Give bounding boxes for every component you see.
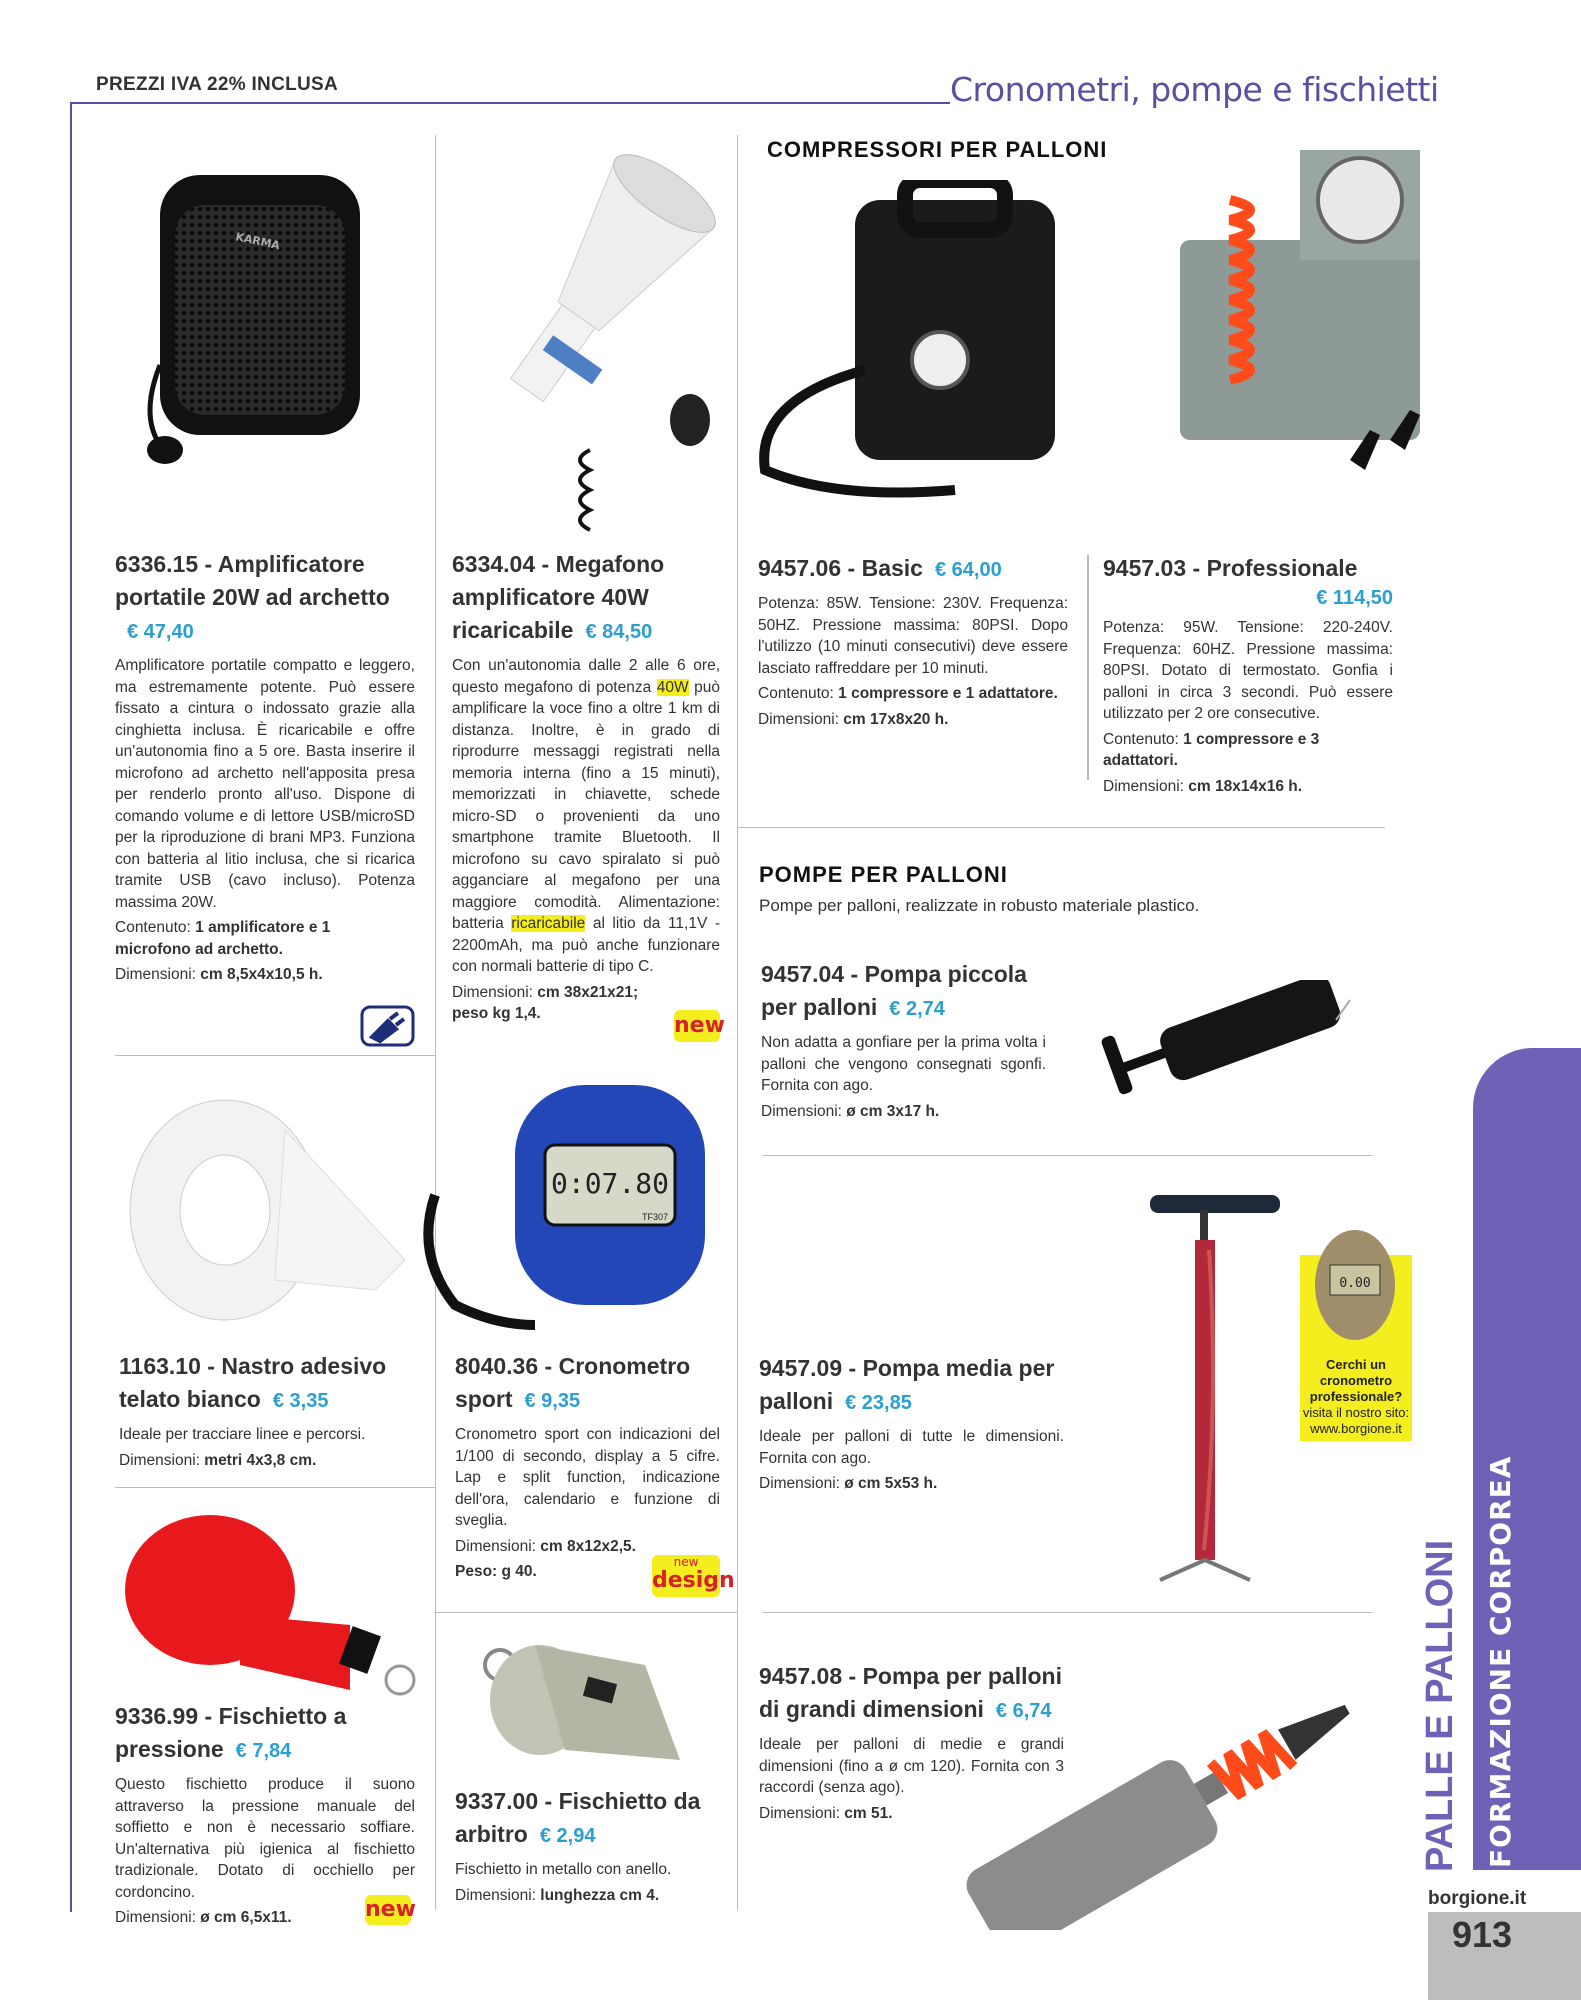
- new-design-badge-bottom: design: [652, 1568, 735, 1593]
- product-title: 6334.04 - Megafono amplificatore 40W ricaricabile € 84,50: [452, 548, 720, 649]
- spec-label: Contenuto:: [115, 919, 196, 936]
- spec-label: Dimensioni:: [115, 1909, 201, 1926]
- product-description: [759, 1734, 1064, 1799]
- stopwatch-model: TF307: [641, 1212, 669, 1222]
- product-title: 9457.08 - Pompa per palloni di grandi dimensioni € 6,74: [759, 1660, 1064, 1728]
- product-description: [452, 655, 720, 978]
- product-spec: [115, 917, 415, 960]
- product-price: € 6,74: [995, 1700, 1052, 1722]
- spec-value: 1 amplificatore e 1 microfono ad archetto.: [115, 919, 331, 958]
- product-code: 9457.03: [1103, 555, 1187, 581]
- description-text: Cronometro sport con indicazioni del 1/100 di secondo, display a 5 cifre. Lap e split function, indicazione dell'ora, calendario e funzione di sveglia.: [455, 1426, 720, 1529]
- row-divider: [435, 1612, 737, 1613]
- spec-value: ø cm 6,5x11.: [200, 1909, 292, 1926]
- product-price: € 2,94: [539, 1825, 596, 1847]
- product-description: [115, 655, 415, 913]
- product-code: 1163.10: [119, 1353, 201, 1379]
- stopwatch-callout-image: [1300, 1225, 1412, 1355]
- product-name: Pompa media per palloni: [759, 1355, 1055, 1414]
- column-divider: [1087, 555, 1089, 780]
- product-title: 1163.10 - Nastro adesivo telato bianco € 3,35: [119, 1350, 415, 1418]
- description-text: Potenza: 85W. Tensione: 230V. Frequenza: 50HZ. Pressione massima: 80PSI. Dopo l'utilizzo (10 minuti consecutivi) deve essere lasciato raffreddare per 10 minuti.: [758, 595, 1068, 677]
- product-spec: [759, 1803, 1064, 1825]
- product-price: € 3,35: [272, 1390, 329, 1412]
- description-text: può amplificare la voce fino a oltre 1 km di distanza. Inoltre, è in grado di riprodurre messaggi registrati nella memoria interna (fino a 15 minuti), memorizzati in chiavette, schede micro-SD o provenienti da uno smartphone tramite Bluetooth. Il microfono su cavo spiralato si può agganciare al megafono per una maggiore comodità. Alimentazione: batteria: [452, 678, 720, 932]
- small-pump-image: [1100, 980, 1360, 1110]
- description-text: al litio da 11,1V - 2200mAh, ma può anche funzionare con normali batterie di tipo C.: [452, 915, 720, 975]
- site-name: borgione.it: [1428, 1888, 1527, 1909]
- product-code: 6336.15: [115, 551, 199, 577]
- spec-value: cm 51.: [844, 1804, 893, 1822]
- product-price: € 9,35: [524, 1390, 581, 1412]
- spec-value: cm 18x14x16 h.: [1188, 777, 1303, 795]
- spec-label: Contenuto:: [1103, 730, 1184, 748]
- highlighted-text: ricaricabile: [511, 915, 586, 932]
- product-price: € 7,84: [235, 1740, 292, 1762]
- product-price: € 47,40: [127, 621, 194, 643]
- product-price: € 84,50: [585, 621, 653, 643]
- row-divider: [737, 827, 1385, 828]
- product-spec: [758, 683, 1068, 705]
- product-spec: [455, 1561, 720, 1583]
- callout-display: 0.00: [1339, 1276, 1371, 1291]
- product-price: € 64,00: [934, 559, 1002, 581]
- spec-value: lunghezza cm 4.: [540, 1886, 660, 1904]
- product-name: Pompa piccola per palloni: [761, 961, 1027, 1020]
- product-title: 9457.03 - Professionale € 114,50: [1103, 555, 1393, 609]
- product-title: 9337.00 - Fischietto da arbitro € 2,94: [455, 1785, 720, 1853]
- spec-value: Peso: g 40.: [455, 1563, 537, 1580]
- product-9457.08: [759, 1660, 1064, 1824]
- pressure-whistle-image: [120, 1505, 420, 1700]
- product-6334.04: [452, 548, 720, 1025]
- product-9337.00: [455, 1785, 720, 1906]
- product-9457.03: [1103, 552, 1393, 797]
- product-title: 9457.06 - Basic € 64,00: [758, 552, 1068, 587]
- product-name: Fischietto a pressione: [115, 1703, 347, 1762]
- page-title: Cronometri, pompe e fischietti: [950, 70, 1439, 109]
- product-1163.10: [119, 1350, 415, 1471]
- product-8040.36: [455, 1350, 720, 1583]
- spec-label: Dimensioni:: [1103, 777, 1189, 795]
- stopwatch-display: 0:07.80: [550, 1167, 670, 1200]
- product-spec: [455, 1536, 720, 1558]
- vat-notice: PREZZI IVA 22% INCLUSA: [96, 74, 339, 95]
- product-code: 9457.09: [759, 1355, 843, 1381]
- speaker-image: [140, 165, 400, 475]
- description-text: Ideale per tracciare linee e percorsi.: [119, 1426, 366, 1443]
- spec-label: Dimensioni:: [455, 1886, 541, 1904]
- spec-value: 1 compressore e 3 adattatori.: [1103, 730, 1320, 769]
- tape-image: [115, 1080, 415, 1340]
- product-code: 9457.06: [758, 555, 842, 581]
- spec-value: ø cm 5x53 h.: [844, 1475, 938, 1492]
- callout-visit: visita il nostro sito:: [1302, 1405, 1410, 1420]
- product-code: 9337.00: [455, 1788, 539, 1814]
- spec-label: Dimensioni:: [119, 1451, 205, 1469]
- product-description: [455, 1424, 720, 1532]
- left-rule: [70, 102, 72, 1912]
- speaker-brand: KARMA: [234, 230, 282, 253]
- spec-value: cm 8,5x4x10,5 h.: [200, 966, 323, 983]
- product-spec: [761, 1101, 1046, 1123]
- description-text: Questo fischietto produce il suono attraverso la pressione manuale del soffietto e non è necessario soffiare. Un'alternativa più igienica al fischietto tradizionale. Dotato di occhiello per cordoncino.: [115, 1776, 415, 1901]
- row-divider: [762, 1612, 1372, 1613]
- product-spec: [1103, 729, 1393, 772]
- new-design-badge-top: new: [673, 1555, 699, 1569]
- product-price: € 23,85: [845, 1392, 912, 1414]
- section-subtitle-pompe: Pompe per palloni, realizzate in robusto materiale plastico.: [759, 896, 1200, 915]
- product-code: 8040.36: [455, 1353, 539, 1379]
- callout-url[interactable]: www.borgione.it: [1310, 1421, 1402, 1436]
- product-description: [115, 1774, 415, 1903]
- header-rule: [70, 102, 950, 104]
- row-divider: [115, 1055, 435, 1056]
- new-badge: new: [365, 1895, 411, 1925]
- product-spec: [119, 1450, 415, 1472]
- product-name: Nastro adesivo telato bianco: [119, 1353, 387, 1412]
- product-name: Megafono amplificatore 40W ricaricabile: [452, 551, 665, 643]
- description-text: Ideale per palloni di medie e grandi dimensioni (fino a ø cm 120). Fornita con 3 raccordi (senza ago).: [759, 1736, 1064, 1796]
- callout-question: Cerchi un cronometro professionale?: [1309, 1357, 1403, 1404]
- spec-label: Dimensioni:: [455, 1537, 541, 1555]
- spec-value: metri 4x3,8 cm.: [204, 1451, 317, 1469]
- product-spec: [455, 1885, 720, 1907]
- product-code: 9336.99: [115, 1703, 199, 1729]
- product-title: 8040.36 - Cronometro sport € 9,35: [455, 1350, 720, 1418]
- sidebar-category: PALLE E PALLONI: [1419, 1539, 1461, 1872]
- rechargeable-plug-icon: [360, 1005, 415, 1047]
- referee-whistle-image: [475, 1630, 695, 1780]
- product-title: 9457.04 - Pompa piccola per palloni € 2,74: [761, 958, 1046, 1026]
- spec-label: Dimensioni:: [759, 1475, 845, 1492]
- spec-label: Dimensioni:: [115, 966, 201, 983]
- megaphone-image: [440, 150, 740, 550]
- spec-label: Dimensioni:: [761, 1102, 847, 1120]
- description-text: Con un'autonomia dalle 2 alle 6 ore, questo megafono di potenza: [452, 657, 720, 696]
- floor-pump-image: [1145, 1190, 1295, 1600]
- spec-label: Contenuto:: [758, 685, 839, 702]
- product-spec: [758, 709, 1068, 731]
- spec-label: Dimensioni:: [452, 983, 538, 1001]
- product-title: 9457.09 - Pompa media per palloni € 23,85: [759, 1352, 1064, 1420]
- spec-value: cm 17x8x20 h.: [843, 710, 949, 728]
- product-description: [119, 1424, 415, 1446]
- callout-text: [1300, 1353, 1412, 1441]
- description-text: Potenza: 95W. Tensione: 220-240V. Frequenza: 60HZ. Pressione massima: 80PSI. Dotato di termostato. Gonfia i palloni in circa 3 secondi. Può essere utilizzato per 2 ore consecutive.: [1103, 619, 1393, 722]
- page-number: 913: [1452, 1914, 1513, 1955]
- product-description: [1103, 617, 1393, 725]
- product-spec: [1103, 776, 1393, 798]
- highlighted-text: 40W: [656, 678, 689, 696]
- spec-label: Dimensioni:: [759, 1804, 845, 1822]
- description-text: Amplificatore portatile compatto e leggero, ma estremamente potente. Può essere fissato a cintura o indossato grazie alla cinghietta inclusa. È ricaricabile e offre un'autonomia fino a 5 ore. Basta inserire il microfono ad archetto nell'apposita presa per renderlo pronto all'uso. Dispone di comando volume e di lettore USB/microSD per la riproduzione di brani MP3. Funziona con batteria al litio inclusa, che si ricarica tramite USB (cavo incluso). Potenza massima 20W.: [115, 657, 415, 911]
- product-9457.09: [759, 1352, 1064, 1495]
- row-divider: [762, 1155, 1372, 1156]
- description-text: Ideale per palloni di tutte le dimensioni. Fornita con ago.: [759, 1428, 1064, 1467]
- product-price: € 2,74: [889, 998, 945, 1020]
- description-text: Fischietto in metallo con anello.: [455, 1861, 672, 1878]
- product-name: Amplificatore portatile 20W ad archetto: [115, 551, 390, 610]
- product-spec: [759, 1473, 1064, 1495]
- professional-stopwatch-callout[interactable]: [1300, 1225, 1412, 1465]
- product-9336.99: [115, 1700, 415, 1929]
- section-title-pompe: POMPE PER PALLONI: [759, 862, 1008, 887]
- product-description: [759, 1426, 1064, 1469]
- column-divider: [435, 135, 436, 1910]
- product-price: € 114,50: [1316, 587, 1393, 609]
- product-code: 9457.04: [761, 961, 845, 987]
- product-name: Pompa per palloni di grandi dimensioni: [759, 1663, 1062, 1722]
- product-9457.04: [761, 958, 1046, 1122]
- product-name: Basic: [861, 555, 923, 581]
- spec-value: 1 compressore e 1 adattatore.: [838, 685, 1058, 702]
- product-description: [761, 1032, 1046, 1097]
- product-name: Fischietto da arbitro: [455, 1788, 701, 1847]
- product-6336.15: [115, 548, 415, 986]
- new-badge: new: [674, 1010, 720, 1042]
- spec-label: Dimensioni:: [758, 710, 844, 728]
- spec-value: cm 8x12x2,5.: [540, 1537, 636, 1555]
- product-spec: [115, 964, 415, 986]
- stopwatch-image: [405, 1075, 735, 1335]
- description-text: Non adatta a gonfiare per la prima volta i palloni che vengono consegnati sgonfi. Fornita con ago.: [761, 1034, 1046, 1094]
- compressor-basic-image: [755, 180, 1085, 500]
- product-name: Professionale: [1206, 555, 1358, 581]
- section-title-compressori: COMPRESSORI PER PALLONI: [767, 137, 1108, 162]
- product-code: 9457.08: [759, 1663, 843, 1689]
- product-code: 6334.04: [452, 551, 536, 577]
- sidebar-section: FORMAZIONE CORPOREA: [1484, 1455, 1517, 1868]
- product-title: 9336.99 - Fischietto a pressione € 7,84: [115, 1700, 415, 1768]
- row-divider: [115, 1487, 435, 1488]
- compressor-professional-image: [1110, 140, 1460, 490]
- spec-value: cm 38x21x21; peso kg 1,4.: [452, 983, 639, 1022]
- product-title: 6336.15 - Amplificatore portatile 20W ad archetto€ 47,40: [115, 548, 415, 649]
- product-spec: [452, 982, 720, 1025]
- product-description: [758, 593, 1068, 679]
- product-description: [455, 1859, 720, 1881]
- product-9457.06: [758, 552, 1068, 730]
- spec-value: ø cm 3x17 h.: [846, 1102, 940, 1120]
- product-spec: [115, 1907, 415, 1929]
- product-name: Cronometro sport: [455, 1353, 691, 1412]
